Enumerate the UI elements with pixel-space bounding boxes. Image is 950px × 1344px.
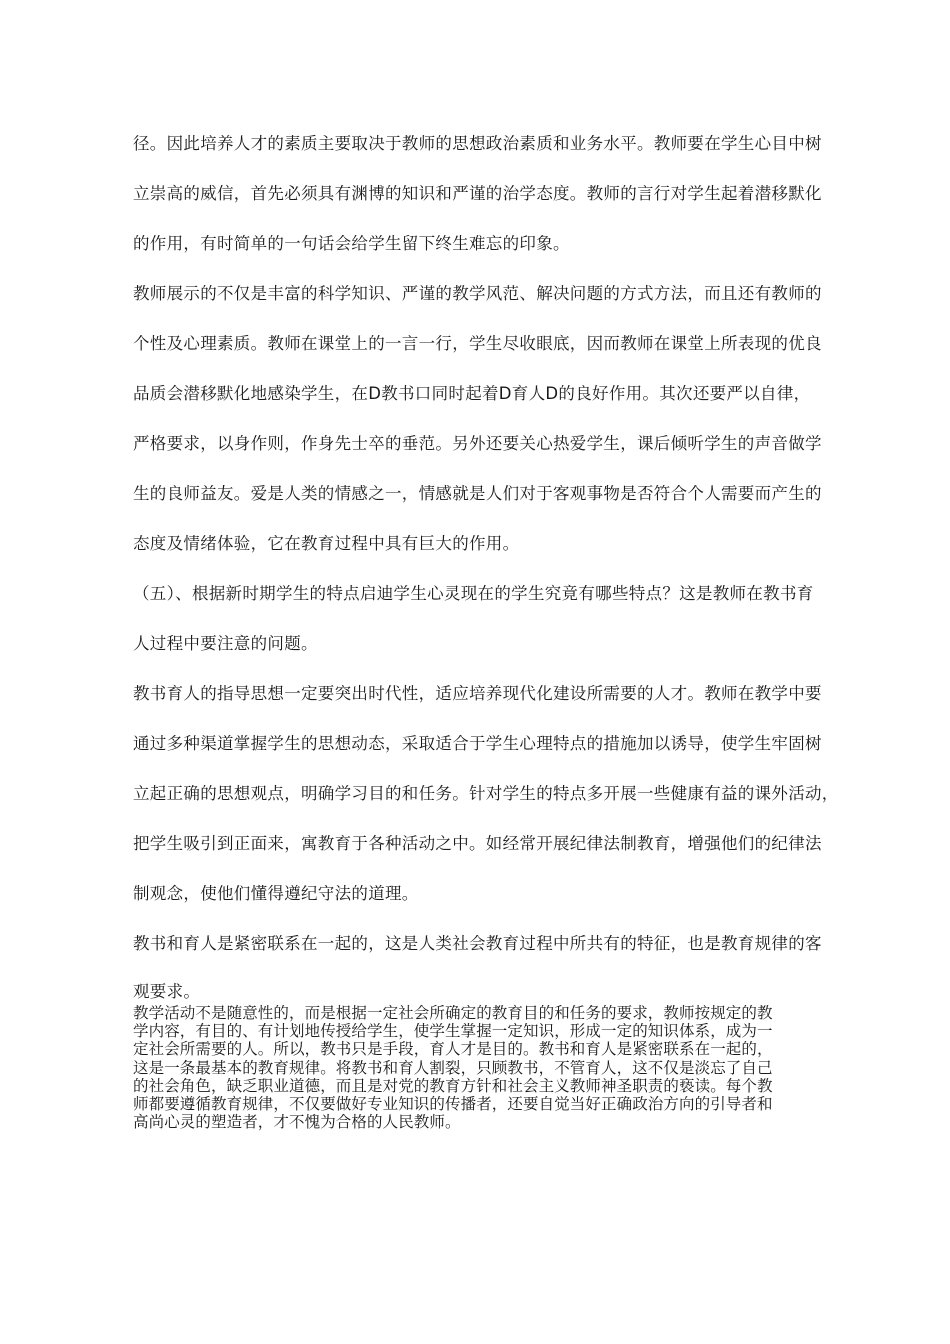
text-line: 通过多种渠道掌握学生的思想动态，采取适合于学生心理特点的措施加以诱导，使学生牢固树 [133,734,822,753]
text-line: 严格要求，以身作则，作身先士卒的垂范。另外还要关心热爱学生，课后倾听学生的声音做学 [133,434,822,453]
text-line: 教师展示的不仅是丰富的科学知识、严谨的教学风范、解决问题的方式方法，而且还有教师的 [133,284,822,303]
text-line: 定社会所需要的人。所以，教书只是手段，育人才是目的。教书和育人是紧密联系在一起的， [133,1040,773,1059]
text-line: 立起正确的思想观点，明确学习目的和任务。针对学生的特点多开展一些健康有益的课外活动， [133,784,839,803]
text-line: 品质会潜移默化地感染学生，在D教书口同时起着D育人D的良好作用。其次还要严以自律， [133,384,811,403]
text-line: 师都要遵循教育规律，不仅要做好专业知识的传播者，还要自觉当好正确政治方向的引导者和 [133,1095,773,1114]
closing-paragraph [133,1004,853,1131]
text-line: 生的良师益友。爱是人类的情感之一，情感就是人们对于客观事物是否符合个人需要而产生的 [133,484,822,503]
text-line: 的社会角色，缺乏职业道德，而且是对党的教育方针和社会主义教师神圣职责的亵读。每个教 [133,1076,773,1095]
text-line: 态度及情绪体验，它在教育过程中具有巨大的作用。 [133,534,520,553]
text-line: 观要求。 [133,982,201,1001]
text-line: 制观念，使他们懂得遵纪守法的道理。 [133,884,419,903]
text-line: 这是一条最基本的教育规律。将教书和育人割裂，只顾教书，不管育人，这不仅是淡忘了自己 [133,1058,773,1077]
text-line: 教书育人的指导思想一定要突出时代性，适应培养现代化建设所需要的人才。教师在教学中要 [133,684,822,703]
section-heading-line: 人过程中要注意的问题。 [133,634,318,653]
text-line: 学内容，有目的、有计划地传授给学生，使学生掌握一定知识，形成一定的知识体系，成为一 [133,1022,773,1041]
section-heading-line: （五）、根据新时期学生的特点启迪学生心灵现在的学生究竟有哪些特点？这是教师在教书育 [133,584,814,603]
text-line: 立崇高的威信，首先必须具有渊博的知识和严谨的治学态度。教师的言行对学生起着潜移默化 [133,184,822,203]
text-line: 的作用，有时简单的一句话会给学生留下终生难忘的印象。 [133,234,570,253]
text-line: 教学活动不是随意性的，而是根据一定社会所确定的教育目的和任务的要求，教师按规定的教 [133,1004,773,1022]
text-line: 把学生吸引到正面来，寓教育于各种活动之中。如经常开展纪律法制教育，增强他们的纪律法 [133,834,822,853]
text-line: 径。因此培养人才的素质主要取决于教师的思想政治素质和业务水平。教师要在学生心目中树 [133,134,822,153]
text-line: 教书和育人是紧密联系在一起的，这是人类社会教育过程中所共有的特征，也是教育规律的客 [133,934,822,953]
text-line: 个性及心理素质。教师在课堂上的一言一行，学生尽收眼底，因而教师在课堂上所表现的优良 [133,334,822,353]
text-line: 高尚心灵的塑造者，才不愧为合格的人民教师。 [133,1113,461,1132]
